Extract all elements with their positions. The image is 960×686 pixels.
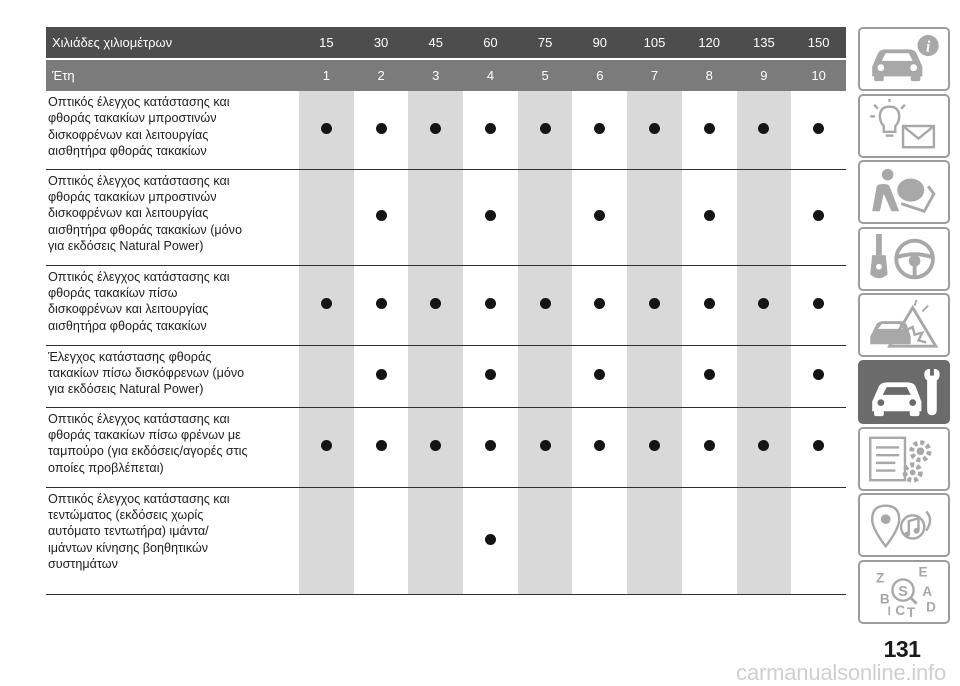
- multimedia-location-icon: [865, 498, 943, 552]
- table-row: [46, 265, 846, 345]
- schedule-cell: [299, 345, 354, 407]
- schedule-cell: [791, 265, 846, 345]
- scheduled-dot-icon: [376, 298, 387, 309]
- scheduled-dot-icon: [813, 123, 824, 134]
- header-year-value: 3: [408, 59, 463, 91]
- schedule-cell: [737, 487, 792, 594]
- car-wrench-icon: [865, 365, 943, 419]
- schedule-cell: [463, 487, 518, 594]
- scheduled-dot-icon: [704, 123, 715, 134]
- chapter-tab-key-steering-wheel[interactable]: [858, 227, 950, 291]
- schedule-cell: [627, 91, 682, 169]
- schedule-cell: [299, 169, 354, 265]
- table-row: [46, 169, 846, 265]
- schedule-cell: [791, 407, 846, 487]
- chapter-tab-alphabetical-index[interactable]: [858, 560, 950, 624]
- scheduled-dot-icon: [813, 298, 824, 309]
- schedule-cell: [408, 487, 463, 594]
- schedule-cell: [737, 345, 792, 407]
- svg-text:i: i: [925, 38, 931, 56]
- schedule-cell: [737, 169, 792, 265]
- schedule-cell: [354, 487, 409, 594]
- header-row-kilometers: [46, 27, 846, 59]
- schedule-cell: [518, 169, 573, 265]
- schedule-cell: [463, 169, 518, 265]
- schedule-cell: [627, 487, 682, 594]
- schedule-cell: [572, 265, 627, 345]
- schedule-cell: [408, 169, 463, 265]
- schedule-cell: [627, 265, 682, 345]
- header-year-value: 2: [354, 59, 409, 91]
- scheduled-dot-icon: [813, 369, 824, 380]
- scheduled-dot-icon: [594, 210, 605, 221]
- svg-text:E: E: [918, 564, 928, 580]
- header-year-value: 5: [518, 59, 573, 91]
- scheduled-dot-icon: [485, 534, 496, 545]
- svg-text:C: C: [895, 602, 906, 618]
- maintenance-item-label: Έλεγχος κατάστασης φθοράς τακακίων πίσω δισκόφρενων (μόνο για εκδόσεις Natural Power): [46, 345, 299, 407]
- scheduled-dot-icon: [758, 298, 769, 309]
- schedule-cell: [791, 345, 846, 407]
- scheduled-dot-icon: [704, 298, 715, 309]
- schedule-cell: [463, 91, 518, 169]
- header-km-value: 105: [627, 27, 682, 59]
- schedule-cell: [737, 407, 792, 487]
- schedule-cell: [463, 407, 518, 487]
- schedule-cell: [572, 345, 627, 407]
- alphabetical-index-icon: [865, 565, 943, 619]
- schedule-cell: [791, 169, 846, 265]
- header-year-value: 1: [299, 59, 354, 91]
- schedule-cell: [518, 265, 573, 345]
- svg-text:S: S: [898, 583, 908, 600]
- schedule-cell: [299, 487, 354, 594]
- header-km-value: 90: [572, 27, 627, 59]
- header-row-years: [46, 59, 846, 91]
- maintenance-item-label: Οπτικός έλεγχος κατάστασης και φθοράς τακακίων μπροστινών δισκοφρένων και λειτουργίας αισθητήρα φθοράς τακακίων (μόνο για εκδόσεις Natural Power): [46, 169, 299, 265]
- scheduled-dot-icon: [758, 440, 769, 451]
- header-km-value: 60: [463, 27, 518, 59]
- scheduled-dot-icon: [485, 369, 496, 380]
- schedule-cell: [682, 487, 737, 594]
- header-km-value: 45: [408, 27, 463, 59]
- car-crash-warning-icon: [865, 298, 943, 352]
- schedule-cell: [737, 91, 792, 169]
- schedule-cell: [682, 265, 737, 345]
- maintenance-schedule-table: [46, 27, 846, 595]
- scheduled-dot-icon: [758, 123, 769, 134]
- schedule-cell: [354, 345, 409, 407]
- scheduled-dot-icon: [649, 123, 660, 134]
- schedule-cell: [627, 169, 682, 265]
- table-row: [46, 407, 846, 487]
- scheduled-dot-icon: [704, 369, 715, 380]
- schedule-cell: [299, 91, 354, 169]
- schedule-cell: [463, 345, 518, 407]
- schedule-cell: [572, 487, 627, 594]
- schedule-cell: [572, 169, 627, 265]
- svg-text:I: I: [887, 605, 891, 618]
- header-km-value: 120: [682, 27, 737, 59]
- svg-text:B: B: [879, 591, 890, 607]
- header-year-value: 7: [627, 59, 682, 91]
- schedule-cell: [682, 345, 737, 407]
- scheduled-dot-icon: [594, 369, 605, 380]
- schedule-cell: [354, 169, 409, 265]
- scheduled-dot-icon: [376, 210, 387, 221]
- chapter-tab-car-info[interactable]: [858, 27, 950, 91]
- schedule-cell: [354, 407, 409, 487]
- scheduled-dot-icon: [430, 123, 441, 134]
- schedule-cell: [791, 91, 846, 169]
- header-year-value: 9: [737, 59, 792, 91]
- scheduled-dot-icon: [649, 440, 660, 451]
- scheduled-dot-icon: [540, 123, 551, 134]
- chapter-tab-car-crash-warning[interactable]: [858, 293, 950, 357]
- watermark: carmanualsonline.info: [736, 660, 946, 685]
- table-row: [46, 91, 846, 169]
- schedule-cell: [682, 407, 737, 487]
- schedule-cell: [572, 91, 627, 169]
- car-info-icon: [865, 32, 943, 86]
- scheduled-dot-icon: [485, 440, 496, 451]
- schedule-cell: [354, 265, 409, 345]
- header-year-value: 6: [572, 59, 627, 91]
- schedule-cell: [791, 487, 846, 594]
- header-km-value: 150: [791, 27, 846, 59]
- scheduled-dot-icon: [704, 210, 715, 221]
- schedule-cell: [518, 345, 573, 407]
- header-km-value: 30: [354, 27, 409, 59]
- schedule-cell: [354, 91, 409, 169]
- scheduled-dot-icon: [813, 440, 824, 451]
- scheduled-dot-icon: [376, 369, 387, 380]
- schedule-cell: [627, 407, 682, 487]
- schedule-body: [46, 91, 846, 594]
- scheduled-dot-icon: [321, 298, 332, 309]
- svg-text:T: T: [906, 604, 916, 619]
- svg-text:A: A: [922, 583, 933, 599]
- scheduled-dot-icon: [376, 440, 387, 451]
- chapter-tab-airbag-passenger[interactable]: [858, 160, 950, 224]
- scheduled-dot-icon: [321, 123, 332, 134]
- table-row: [46, 487, 846, 594]
- schedule-cell: [299, 265, 354, 345]
- scheduled-dot-icon: [376, 123, 387, 134]
- scheduled-dot-icon: [485, 123, 496, 134]
- chapter-tabs: [858, 27, 950, 626]
- specs-gears-icon: [865, 432, 943, 486]
- key-steering-wheel-icon: [865, 232, 943, 286]
- scheduled-dot-icon: [594, 298, 605, 309]
- table-row: [46, 345, 846, 407]
- header-km-value: 75: [518, 27, 573, 59]
- header-km-value: 15: [299, 27, 354, 59]
- schedule-cell: [408, 407, 463, 487]
- scheduled-dot-icon: [594, 123, 605, 134]
- schedule-cell: [682, 169, 737, 265]
- svg-text:D: D: [926, 599, 936, 615]
- header-year-value: 10: [791, 59, 846, 91]
- header-km-value: 135: [737, 27, 792, 59]
- schedule-cell: [408, 91, 463, 169]
- chapter-tab-car-wrench[interactable]: [858, 360, 950, 424]
- scheduled-dot-icon: [649, 298, 660, 309]
- chapter-tab-multimedia-location[interactable]: [858, 493, 950, 557]
- header-year-value: 8: [682, 59, 737, 91]
- maintenance-item-label: Οπτικός έλεγχος κατάστασης και τεντώματος (εκδόσεις χωρίς αυτόματο τεντωτήρα) ιμάντα/ ιμάντων κίνησης βοηθητικών συστημάτων: [46, 487, 299, 594]
- maintenance-item-label: Οπτικός έλεγχος κατάστασης και φθοράς τακακίων πίσω φρένων με ταμπούρο (για εκδόσεις/αγορές στις οποίες προβλέπεται): [46, 407, 299, 487]
- schedule-cell: [572, 407, 627, 487]
- scheduled-dot-icon: [813, 210, 824, 221]
- maintenance-item-label: Οπτικός έλεγχος κατάστασης και φθοράς τακακίων πίσω δισκοφρένων και λειτουργίας αισθητήρα φθοράς τακακίων: [46, 265, 299, 345]
- scheduled-dot-icon: [594, 440, 605, 451]
- maintenance-item-label: Οπτικός έλεγχος κατάστασης και φθοράς τακακίων μπροστινών δισκοφρένων και λειτουργίας αισθητήρα φθοράς τακακίων: [46, 91, 299, 169]
- airbag-passenger-icon: [865, 165, 943, 219]
- scheduled-dot-icon: [485, 298, 496, 309]
- schedule-cell: [518, 91, 573, 169]
- svg-text:Z: Z: [876, 570, 885, 586]
- page-number: 131: [883, 636, 921, 662]
- scheduled-dot-icon: [321, 440, 332, 451]
- scheduled-dot-icon: [430, 298, 441, 309]
- schedule-cell: [627, 345, 682, 407]
- schedule-cell: [737, 265, 792, 345]
- schedule-cell: [299, 407, 354, 487]
- schedule-cell: [518, 487, 573, 594]
- scheduled-dot-icon: [704, 440, 715, 451]
- header-year-value: 4: [463, 59, 518, 91]
- schedule-cell: [408, 345, 463, 407]
- scheduled-dot-icon: [540, 298, 551, 309]
- schedule-cell: [408, 265, 463, 345]
- warning-lights-message-icon: [865, 99, 943, 153]
- chapter-tab-specs-gears[interactable]: [858, 427, 950, 491]
- scheduled-dot-icon: [485, 210, 496, 221]
- chapter-tab-warning-lights-message[interactable]: [858, 94, 950, 158]
- schedule-cell: [518, 407, 573, 487]
- header-kilometers-label: Χιλιάδες χιλιομέτρων: [46, 27, 299, 59]
- schedule-cell: [682, 91, 737, 169]
- scheduled-dot-icon: [540, 440, 551, 451]
- scheduled-dot-icon: [430, 440, 441, 451]
- schedule-cell: [463, 265, 518, 345]
- header-years-label: Έτη: [46, 59, 299, 91]
